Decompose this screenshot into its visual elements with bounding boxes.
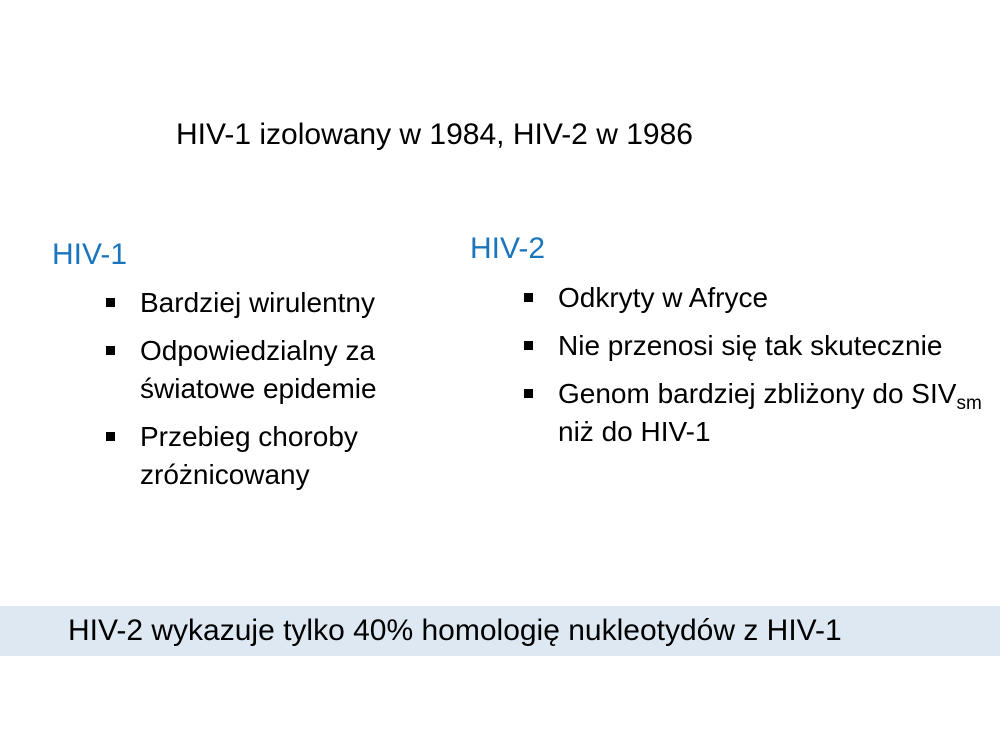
genome-text-suffix: niż do HIV-1 — [558, 416, 711, 447]
hiv2-bullet-list — [522, 279, 992, 461]
hiv1-bullet-text: Odpowiedzialny za światowe epidemie — [140, 335, 377, 404]
square-bullet-icon — [524, 341, 533, 350]
square-bullet-icon — [524, 293, 533, 302]
hiv1-bullet-list — [104, 284, 444, 504]
square-bullet-icon — [106, 298, 115, 307]
footer-band — [0, 606, 1000, 656]
square-bullet-icon — [106, 346, 115, 355]
hiv1-heading: HIV-1 — [52, 238, 128, 271]
genome-text-prefix: Genom bardziej zbliżony do SIV — [558, 378, 957, 409]
hiv2-bullet — [522, 279, 992, 317]
hiv1-bullet — [104, 418, 444, 494]
hiv2-bullet-text: Nie przenosi się tak skutecznie — [558, 330, 943, 361]
hiv1-bullet-text: Przebieg choroby zróżnicowany — [140, 421, 358, 490]
hiv1-bullet — [104, 284, 444, 322]
square-bullet-icon — [106, 432, 115, 441]
footer-text: HIV-2 wykazuje tylko 40% homologię nukleotydów z HIV-1 — [68, 614, 842, 647]
hiv1-bullet — [104, 332, 444, 408]
hiv2-heading: HIV-2 — [470, 232, 546, 265]
square-bullet-icon — [524, 389, 533, 398]
hiv1-bullet-text: Bardziej wirulentny — [140, 287, 375, 318]
siv-subscript: sm — [956, 393, 982, 414]
hiv2-bullet-text: Odkryty w Afryce — [558, 282, 769, 313]
hiv2-bullet — [522, 327, 992, 365]
hiv2-bullet-genome — [522, 375, 992, 451]
slide-title: HIV-1 izolowany w 1984, HIV-2 w 1986 — [176, 118, 693, 151]
